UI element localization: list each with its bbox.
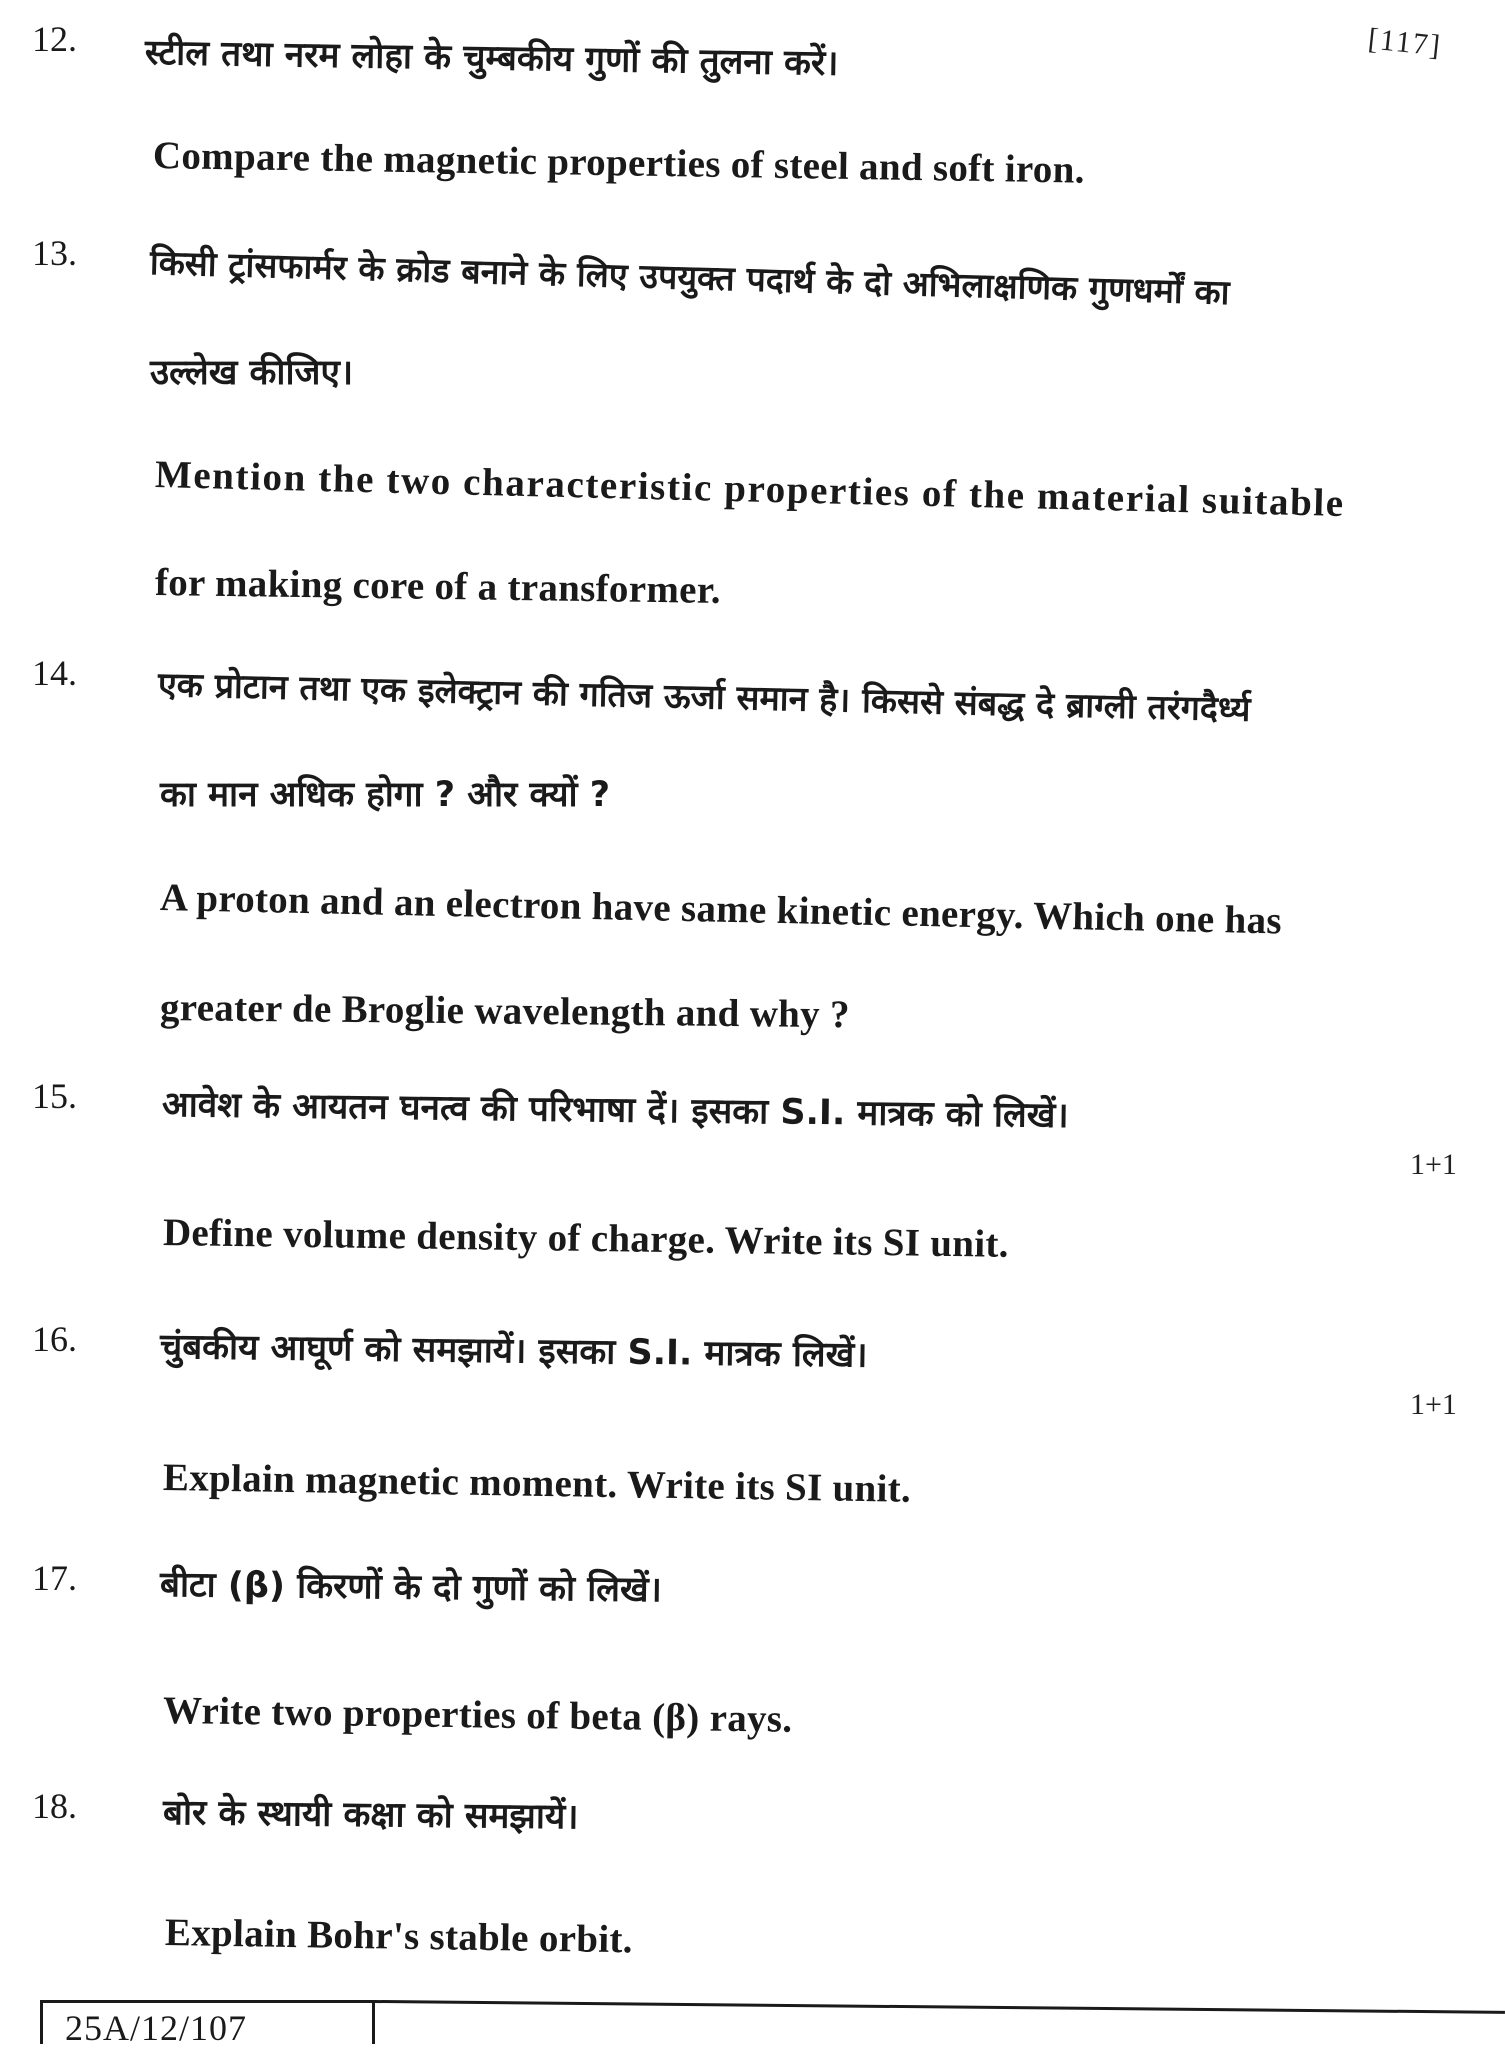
question-hindi-line: स्टील तथा नरम लोहा के चुम्बकीय गुणों की तुलना करें। bbox=[144, 33, 839, 84]
question-english-line: Explain magnetic moment. Write its SI unit. bbox=[162, 1456, 912, 1511]
question-number: 17. bbox=[32, 1558, 77, 1598]
question-number: 13. bbox=[32, 233, 77, 273]
question-english-line: Write two properties of beta (β) rays. bbox=[162, 1689, 793, 1741]
question-number: 14. bbox=[32, 653, 77, 693]
page-number-marker: [117] bbox=[1366, 22, 1444, 63]
question-hindi-line: किसी ट्रांसफार्मर के क्रोड बनाने के लिए उपयुक्त पदार्थ के दो अभिलाक्षणिक गुणधर्मों का bbox=[149, 243, 1231, 314]
paper-code: 25A/12/107 bbox=[65, 2008, 248, 2048]
question-english-line: Compare the magnetic properties of steel and soft iron. bbox=[152, 134, 1086, 192]
question-english-line: Mention the two characteristic properties of the material suitable bbox=[154, 453, 1346, 526]
question-hindi-line: उल्लेख कीजिए। bbox=[150, 353, 354, 393]
question-english-line: Explain Bohr's stable orbit. bbox=[164, 1911, 634, 1962]
question-english-line: greater de Broglie wavelength and why ? bbox=[159, 986, 851, 1037]
question-hindi-line: का मान अधिक होगा ? और क्यों ? bbox=[160, 775, 611, 815]
question-marks: 1+1 bbox=[1410, 1148, 1457, 1181]
question-hindi-line: एक प्रोटान तथा एक इलेक्ट्रान की गतिज ऊर्जा समान है। किससे संबद्ध दे ब्राग्ली तरंगदैर्ध्य bbox=[157, 665, 1251, 730]
question-number: 12. bbox=[32, 19, 77, 59]
question-marks: 1+1 bbox=[1410, 1388, 1457, 1421]
question-english-line: Define volume density of charge. Write its SI unit. bbox=[162, 1211, 1010, 1266]
question-hindi-line: चुंबकीय आघूर्ण को समझायें। इसका S.I. मात्रक लिखें। bbox=[159, 1327, 868, 1376]
footer-code-box bbox=[40, 2000, 375, 2048]
question-hindi-line: आवेश के आयतन घनत्व की परिभाषा दें। इसका S.I. मात्रक को लिखें। bbox=[161, 1085, 1069, 1137]
question-hindi-line: बोर के स्थायी कक्षा को समझायें। bbox=[162, 1793, 579, 1838]
question-number: 18. bbox=[32, 1786, 77, 1826]
question-number: 15. bbox=[32, 1076, 77, 1116]
footer-rule bbox=[375, 2000, 1505, 2014]
question-hindi-line: बीटा (β) किरणों के दो गुणों को लिखें। bbox=[159, 1565, 663, 1611]
question-number: 16. bbox=[32, 1319, 77, 1359]
question-english-line: for making core of a transformer. bbox=[154, 561, 722, 612]
question-english-line: A proton and an electron have same kinetic energy. Which one has bbox=[159, 876, 1283, 943]
